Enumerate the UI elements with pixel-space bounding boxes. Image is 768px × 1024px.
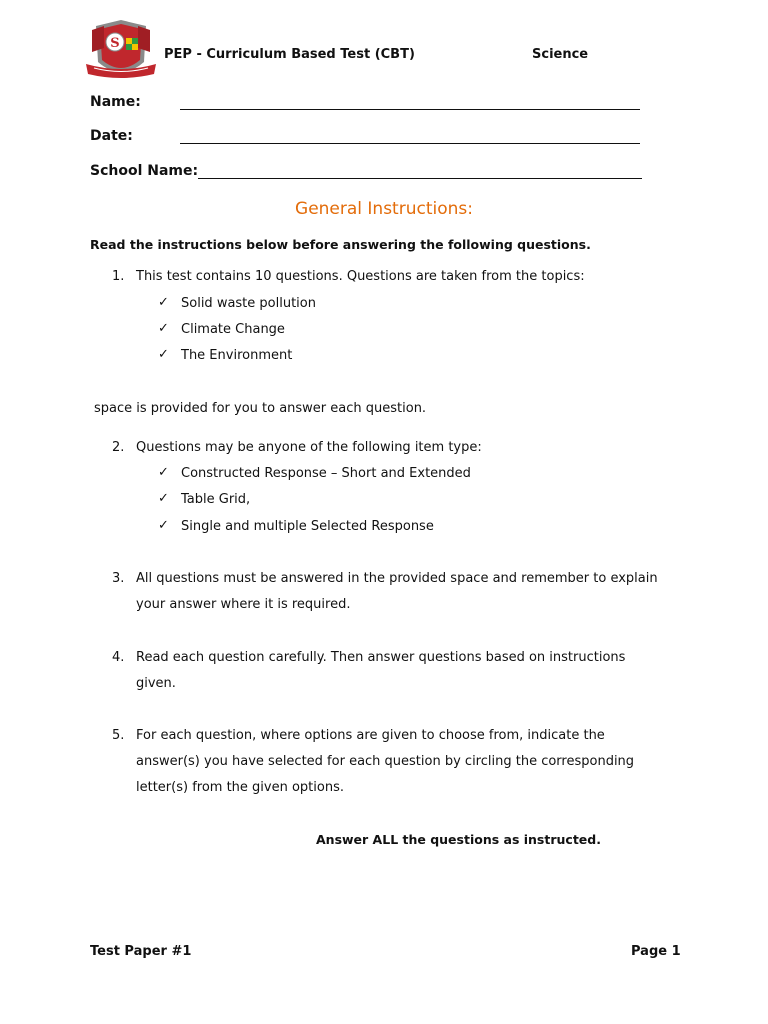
item-5-line-2: answer(s) you have selected for each question by circling the corresponding [136, 754, 635, 769]
item-1-number: 1. [112, 269, 125, 284]
name-label: Name: [90, 94, 141, 110]
item-5-line-3: letter(s) from the given options. [136, 780, 344, 795]
item-3-number: 3. [112, 571, 125, 586]
svg-text:S: S [110, 36, 120, 51]
test-title: PEP - Curriculum Based Test (CBT) [164, 47, 415, 62]
item-1-text: This test contains 10 questions. Questions are taken from the topics: [136, 269, 585, 284]
closing-instruction: Answer ALL the questions as instructed. [316, 832, 601, 847]
item-3-line-2: your answer where it is required. [136, 597, 351, 612]
checkmark-icon: ✓ [158, 465, 169, 480]
item-5-line-1: For each question, where options are given to choose from, indicate the [136, 728, 605, 743]
checkmark-icon: ✓ [158, 518, 169, 533]
date-label: Date: [90, 128, 133, 144]
item-type: Single and multiple Selected Response [181, 519, 434, 534]
name-line[interactable] [180, 109, 640, 110]
topic-item: Solid waste pollution [181, 296, 316, 311]
item-type: Table Grid, [181, 492, 251, 507]
item-type: Constructed Response – Short and Extended [181, 466, 471, 481]
school-name-line[interactable] [198, 178, 642, 179]
general-instructions-heading: General Instructions: [295, 199, 473, 219]
footer-test-paper: Test Paper #1 [90, 944, 192, 959]
checkmark-icon: ✓ [158, 295, 169, 310]
instructions-intro: Read the instructions below before answering the following questions. [90, 237, 591, 252]
school-crest-icon [84, 18, 158, 84]
item-5-number: 5. [112, 728, 125, 743]
footer-page-number: Page 1 [631, 944, 681, 959]
item-4-line-1: Read each question carefully. Then answer questions based on instructions [136, 650, 626, 665]
date-line[interactable] [180, 143, 640, 144]
item-2-number: 2. [112, 440, 125, 455]
topic-item: The Environment [181, 348, 293, 363]
checkmark-icon: ✓ [158, 491, 169, 506]
item-4-number: 4. [112, 650, 125, 665]
checkmark-icon: ✓ [158, 347, 169, 362]
item-3-line-1: All questions must be answered in the provided space and remember to explain [136, 571, 658, 586]
space-note: space is provided for you to answer each question. [94, 401, 427, 416]
subject-label: Science [532, 47, 589, 62]
checkmark-icon: ✓ [158, 321, 169, 336]
topic-item: Climate Change [181, 322, 285, 337]
school-name-label: School Name: [90, 163, 199, 179]
item-2-text: Questions may be anyone of the following item type: [136, 440, 482, 455]
item-4-line-2: given. [136, 676, 176, 691]
